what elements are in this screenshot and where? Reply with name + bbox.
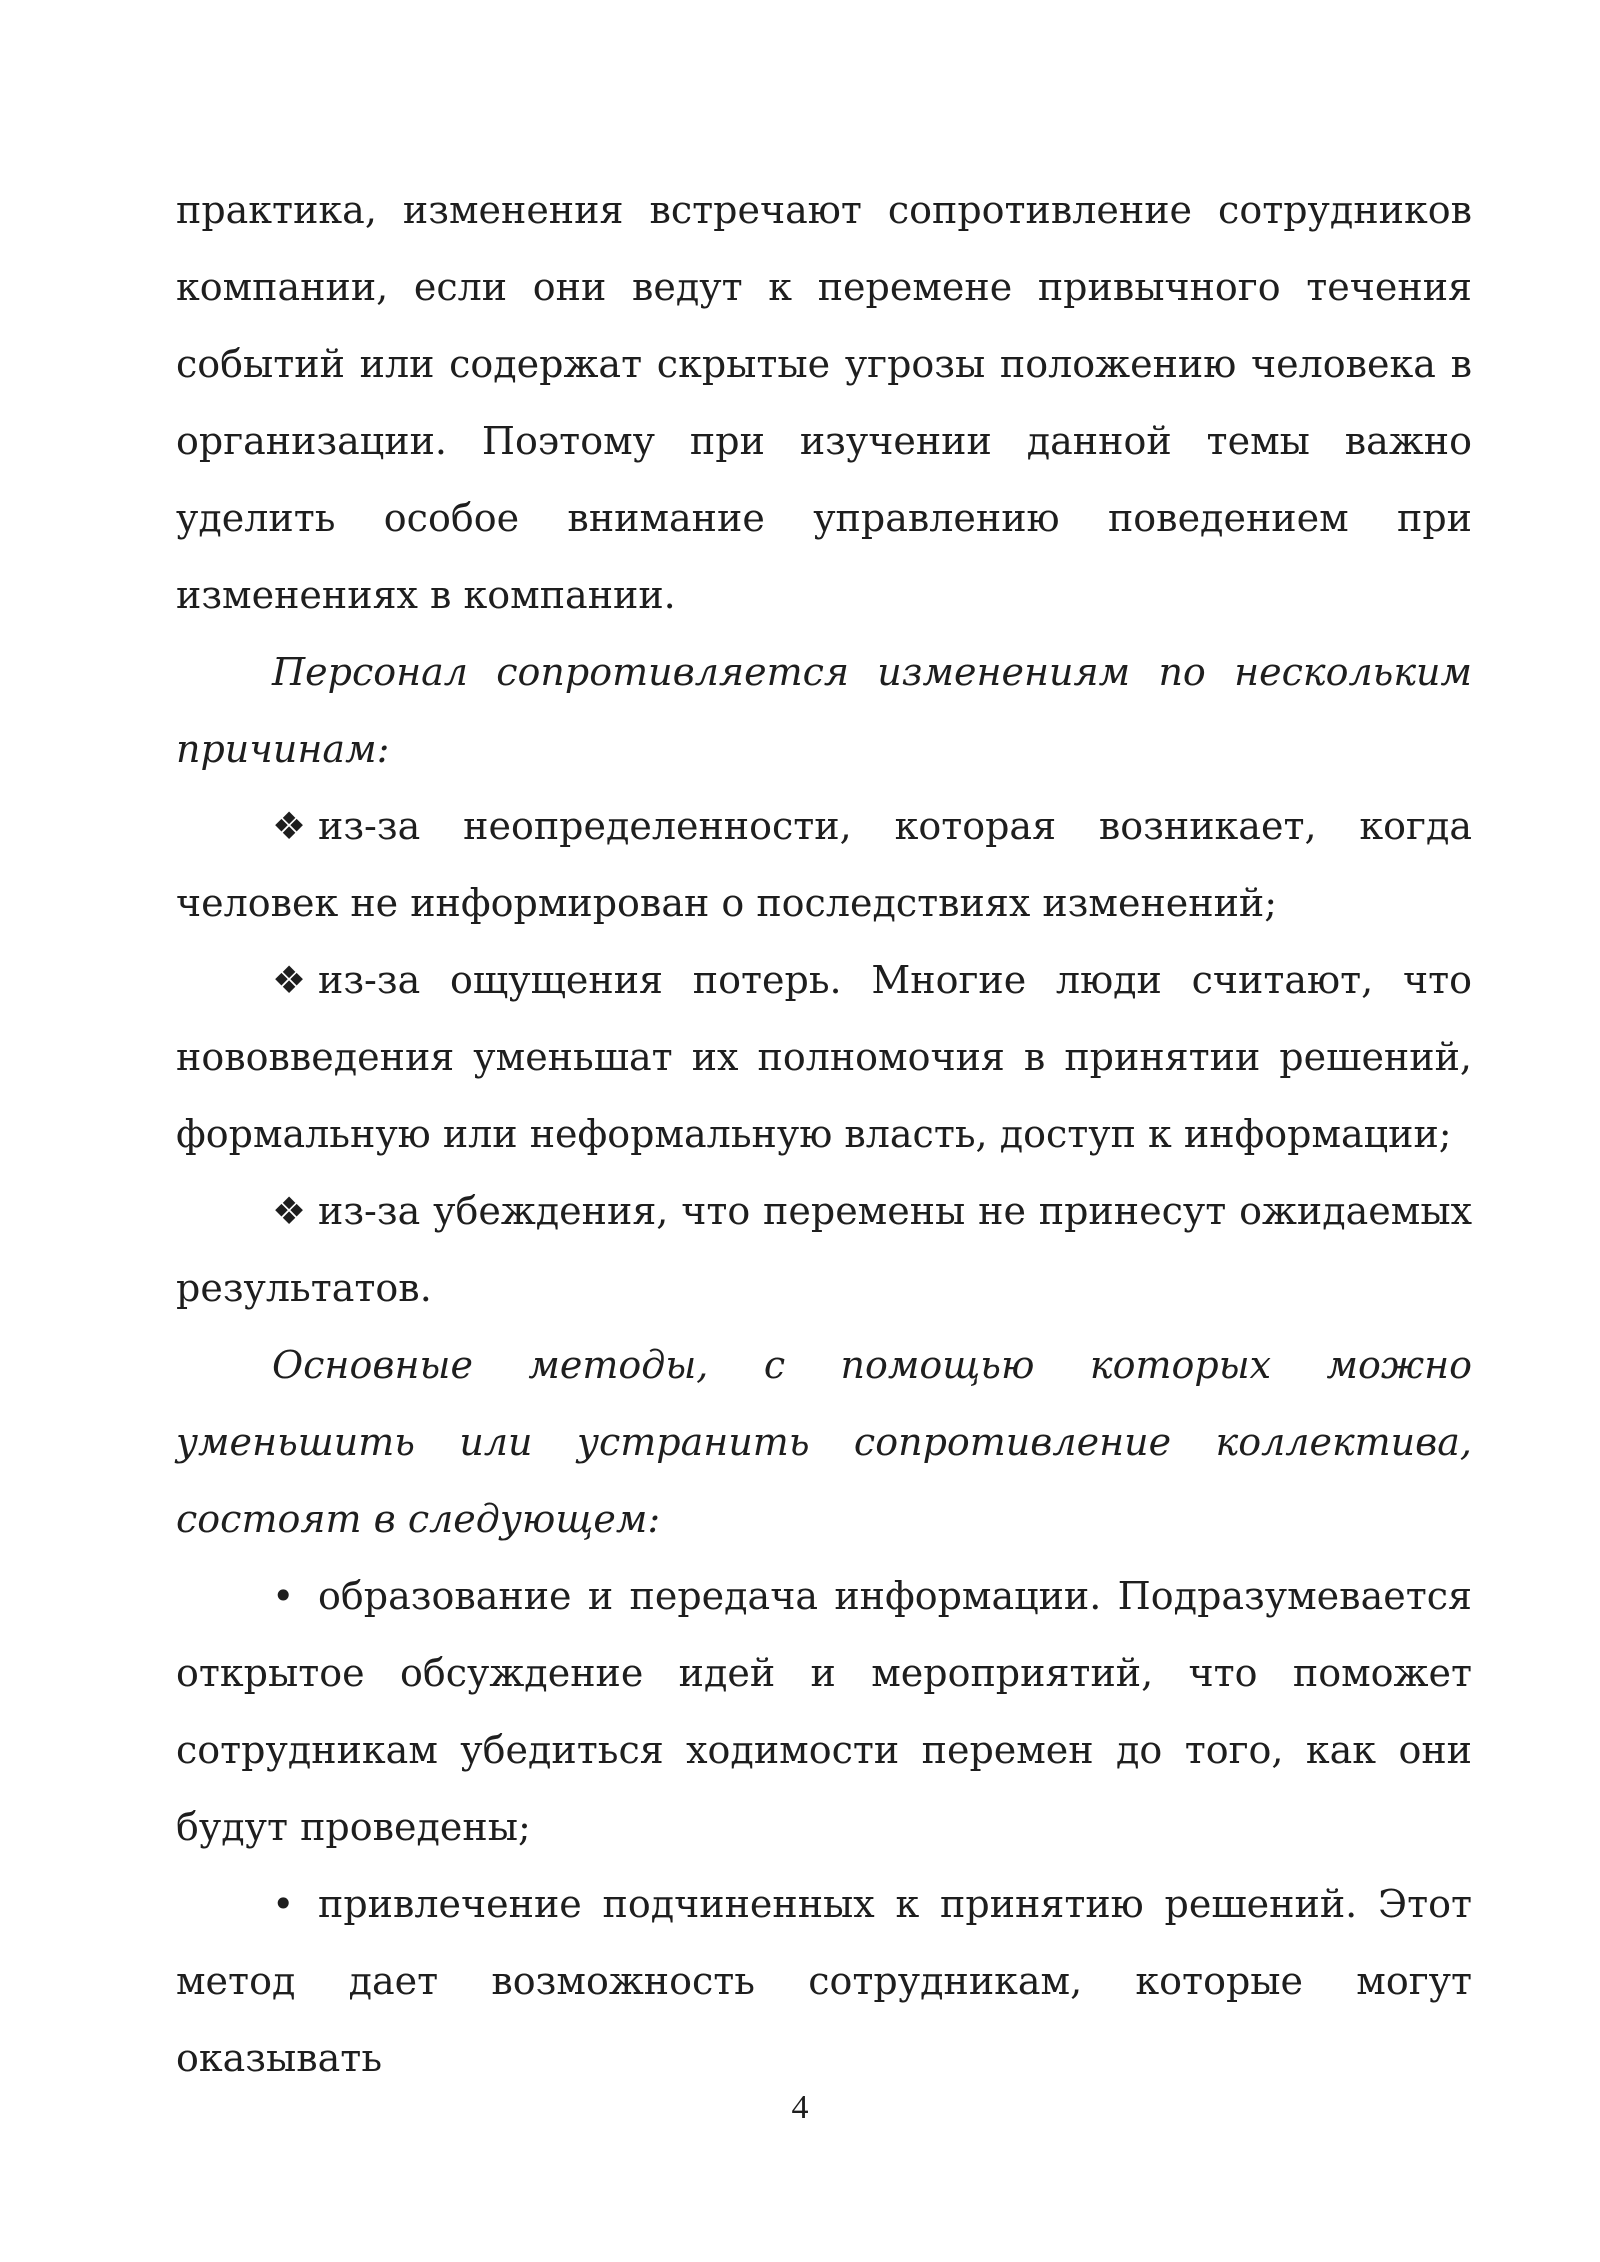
list-item-text: из-за убеждения, что перемены не принесут ожидаемых результатов.	[176, 1189, 1472, 1310]
diamond-bullet-icon: ❖	[272, 1189, 307, 1233]
list-item-text: привлечение подчиненных к принятию решений. Этот метод дает возможность сотрудникам, которые могут оказывать	[176, 1882, 1472, 2080]
list-item-method-2	[176, 1866, 1472, 2097]
page-body	[176, 172, 1472, 2097]
list-item-text: образование и передача информации. Подразумевается открытое обсуждение идей и мероприятий, что поможет сотрудникам убедиться ходимости перемен до того, как они будут проведены;	[176, 1574, 1472, 1849]
list-item-text: из-за ощущения потерь. Многие люди считают, что нововведения уменьшат их полномочия в принятии решений, формальную или неформальную власть, доступ к информации;	[176, 958, 1472, 1156]
page-number: 4	[791, 2089, 809, 2126]
list-item-reason-2	[176, 942, 1472, 1173]
paragraph-intro: практика, изменения встречают сопротивление сотрудников компании, если они ведут к перемене привычного течения событий или содержат скрытые угрозы положению человека в организации. Поэтому при изучении данной темы важно уделить особое внимание управлению поведением при изменениях в компании.	[176, 188, 1472, 617]
paragraph-methods-heading: Основные методы, с помощью которых можно уменьшить или устранить сопротивление коллектива, состоят в следующем:	[176, 1343, 1472, 1541]
dot-bullet-icon: •	[272, 1574, 295, 1618]
list-item-reason-3	[176, 1173, 1472, 1327]
list-item-reason-1	[176, 788, 1472, 942]
dot-bullet-icon: •	[272, 1882, 295, 1926]
list-item-method-1	[176, 1558, 1472, 1866]
list-item-text: из-за неопределенности, которая возникает, когда человек не информирован о последствиях изменений;	[176, 804, 1472, 925]
diamond-bullet-icon: ❖	[272, 804, 307, 848]
diamond-bullet-icon: ❖	[272, 958, 307, 1002]
paragraph-resistance-heading: Персонал сопротивляется изменениям по нескольким причинам:	[176, 650, 1472, 771]
